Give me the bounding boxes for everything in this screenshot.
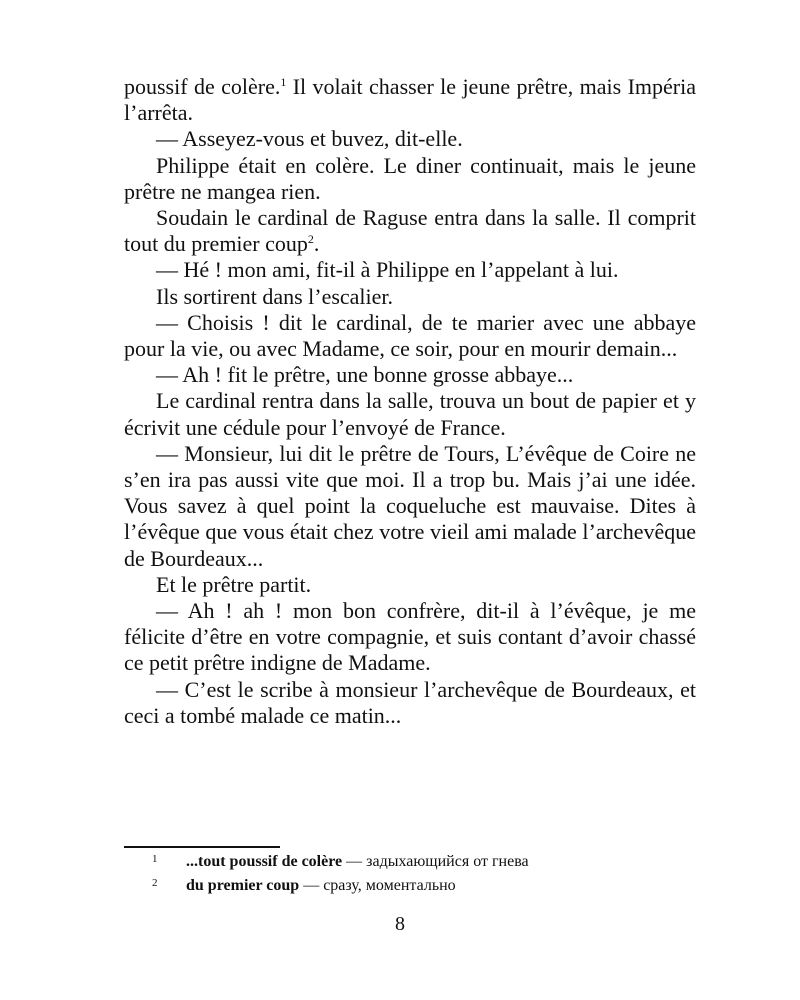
footnote-term: du premier coup: [186, 877, 300, 894]
page-number: 8: [395, 913, 405, 935]
paragraph-4: [124, 205, 696, 257]
paragraph-text: Soudain le cardinal de Raguse entra dans la salle. Il comprit tout du premier coup: [124, 205, 696, 257]
footnote-1: [124, 850, 696, 874]
footnote-term: ...tout poussif de colère: [186, 853, 343, 870]
paragraph-2: — Asseyez-vous et buvez, dit-elle.: [156, 126, 463, 152]
footnote-2: [124, 874, 696, 898]
paragraph-text-continued: Il volait chasser le jeune prêtre, mais Impéria l’arrêta.: [124, 74, 696, 126]
paragraph-text: poussif de colère.: [124, 74, 281, 99]
footnote-number: 2: [152, 877, 158, 889]
paragraph-text-continued: .: [313, 231, 320, 257]
paragraph-11: Et le prêtre partit.: [156, 571, 312, 597]
paragraph-10: — Monsieur, lui dit le prêtre de Tours, L’évêque de Coire ne s’en ira pas aussi vite que moi. Il a trop bu. Mais j’ai une idée. Vous savez à quel point la coqueluche est mauvaise. Dites à l’évêque que vous était chez votre vieil ami malade l’archevêque de Bourdeaux...: [124, 440, 696, 571]
paragraph-13: — C’est le scribe à monsieur l’archevêque de Bourdeaux, et ceci a tombé malade ce matin...: [124, 676, 696, 728]
footnote-ref-1: 1: [280, 75, 287, 89]
paragraph-5: — Hé ! mon ami, fit-il à Philippe en l’appelant à lui.: [156, 257, 619, 283]
footnote-number: 1: [152, 853, 158, 865]
paragraph-12: — Ah ! ah ! mon bon confrère, dit-il à l’évêque, je me félicite d’être en votre compagnie, et suis contant d’avoir chassé ce petit prêtre indigne de Madame.: [124, 598, 696, 676]
footnotes: [124, 850, 696, 898]
footnote-divider: [124, 846, 280, 848]
paragraph-7: — Choisis ! dit le cardinal, de te marier avec une abbaye pour la vie, ou avec Madame, ce soir, pour en mourir demain...: [124, 309, 696, 362]
main-text: [124, 74, 696, 729]
footnote-definition: — задыхающийся от гнева: [342, 853, 529, 870]
paragraph-6: Ils sortirent dans l’escalier.: [156, 283, 394, 309]
paragraph-1: [124, 74, 696, 126]
paragraph-3: Philippe était en colère. Le diner continuait, mais le jeune prêtre ne mangea rien.: [124, 152, 696, 204]
paragraph-9: Le cardinal rentra dans la salle, trouva un bout de papier et y écrivit une cédule pour l’envoyé de France.: [124, 388, 696, 440]
footnote-ref-2: 2: [307, 232, 314, 247]
paragraph-8: — Ah ! fit le prêtre, une bonne grosse abbaye...: [156, 362, 574, 388]
footnote-definition: — сразу, моментально: [299, 877, 456, 894]
